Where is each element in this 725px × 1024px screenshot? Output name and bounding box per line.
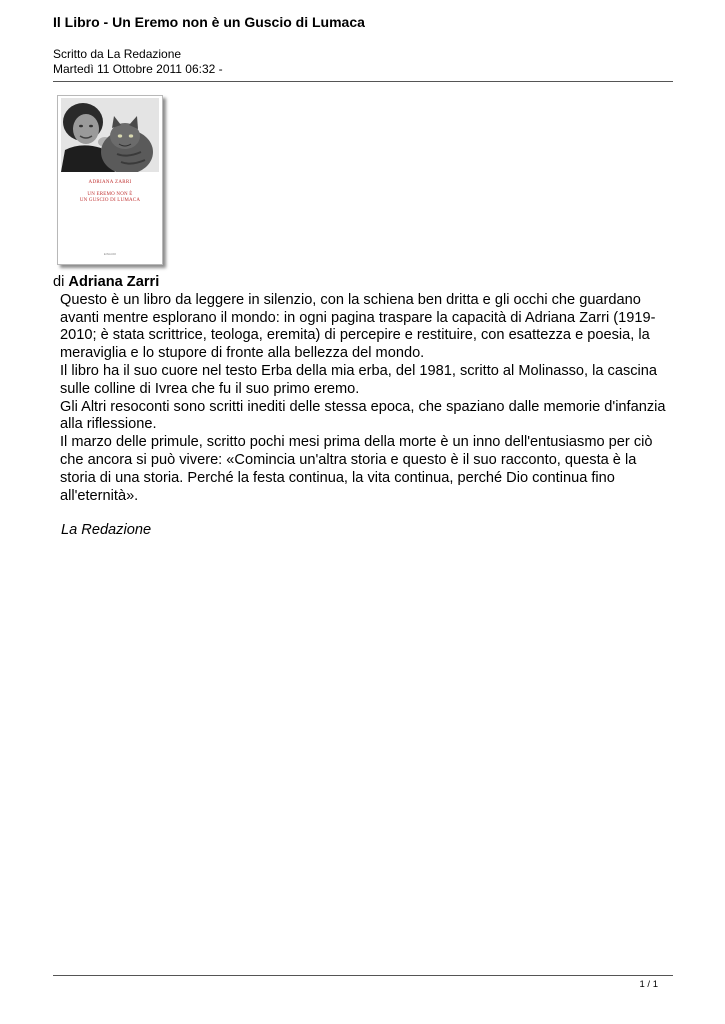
byline-author: Adriana Zarri bbox=[68, 274, 160, 290]
cover-title-line: UN EREMO NON È bbox=[87, 192, 133, 197]
cover-author: ADRIANA ZARRI bbox=[88, 180, 132, 185]
cover-title bbox=[58, 192, 162, 204]
page-number: 1 / 1 bbox=[639, 979, 658, 990]
paragraph: Il libro ha il suo cuore nel testo Erba della mia erba, del 1981, scritto al Molinasso, la cascina sulle colline di Ivrea che fu il suo primo eremo. bbox=[60, 362, 658, 397]
author-with-cat-photo bbox=[61, 98, 159, 172]
cover-publisher: EINAUDI bbox=[103, 252, 117, 256]
book-cover-image bbox=[57, 95, 163, 265]
book-cover bbox=[57, 95, 163, 265]
paragraph: Gli Altri resoconti sono scritti inediti delle stessa epoca, che spaziano dalle memorie d'infanzia alla riflessione. bbox=[60, 398, 666, 433]
cover-photo bbox=[61, 98, 159, 172]
date-line: Martedì 11 Ottobre 2011 06:32 - bbox=[53, 62, 223, 76]
paragraph: Il marzo delle primule, scritto pochi mesi prima della morte è un inno dell'entusiasmo per ciò che ancora si può vivere: «Comincia un'altra storia e questo è il suo racconto, questa è la storia di una storia. Perché la festa continua, la vita continua, perché Dio continua fino all'eternità». bbox=[60, 434, 653, 504]
cover-title-line: UN GUSCIO DI LUMACA bbox=[79, 198, 141, 203]
article-meta bbox=[53, 47, 223, 77]
footer-divider bbox=[53, 975, 673, 976]
article-body bbox=[53, 274, 673, 540]
byline bbox=[53, 274, 673, 292]
paragraph: Questo è un libro da leggere in silenzio, con la schiena ben dritta e gli occhi che guardano avanti mentre esplorano il mondo: in ogni pagina traspare la capacità di Adriana Zarri (1919-2010; è stata scrittrice, teologa, eremita) di percepire e restituire, con esattezza e poesia, la meraviglia e lo stupore di fronte alla bellezza del mondo. bbox=[60, 291, 656, 362]
author-line: Scritto da La Redazione bbox=[53, 47, 182, 61]
header-divider bbox=[53, 81, 673, 82]
page-title: Il Libro - Un Eremo non è un Guscio di Lumaca bbox=[53, 14, 365, 30]
byline-prefix: di bbox=[53, 274, 65, 290]
signature: La Redazione bbox=[61, 522, 152, 539]
